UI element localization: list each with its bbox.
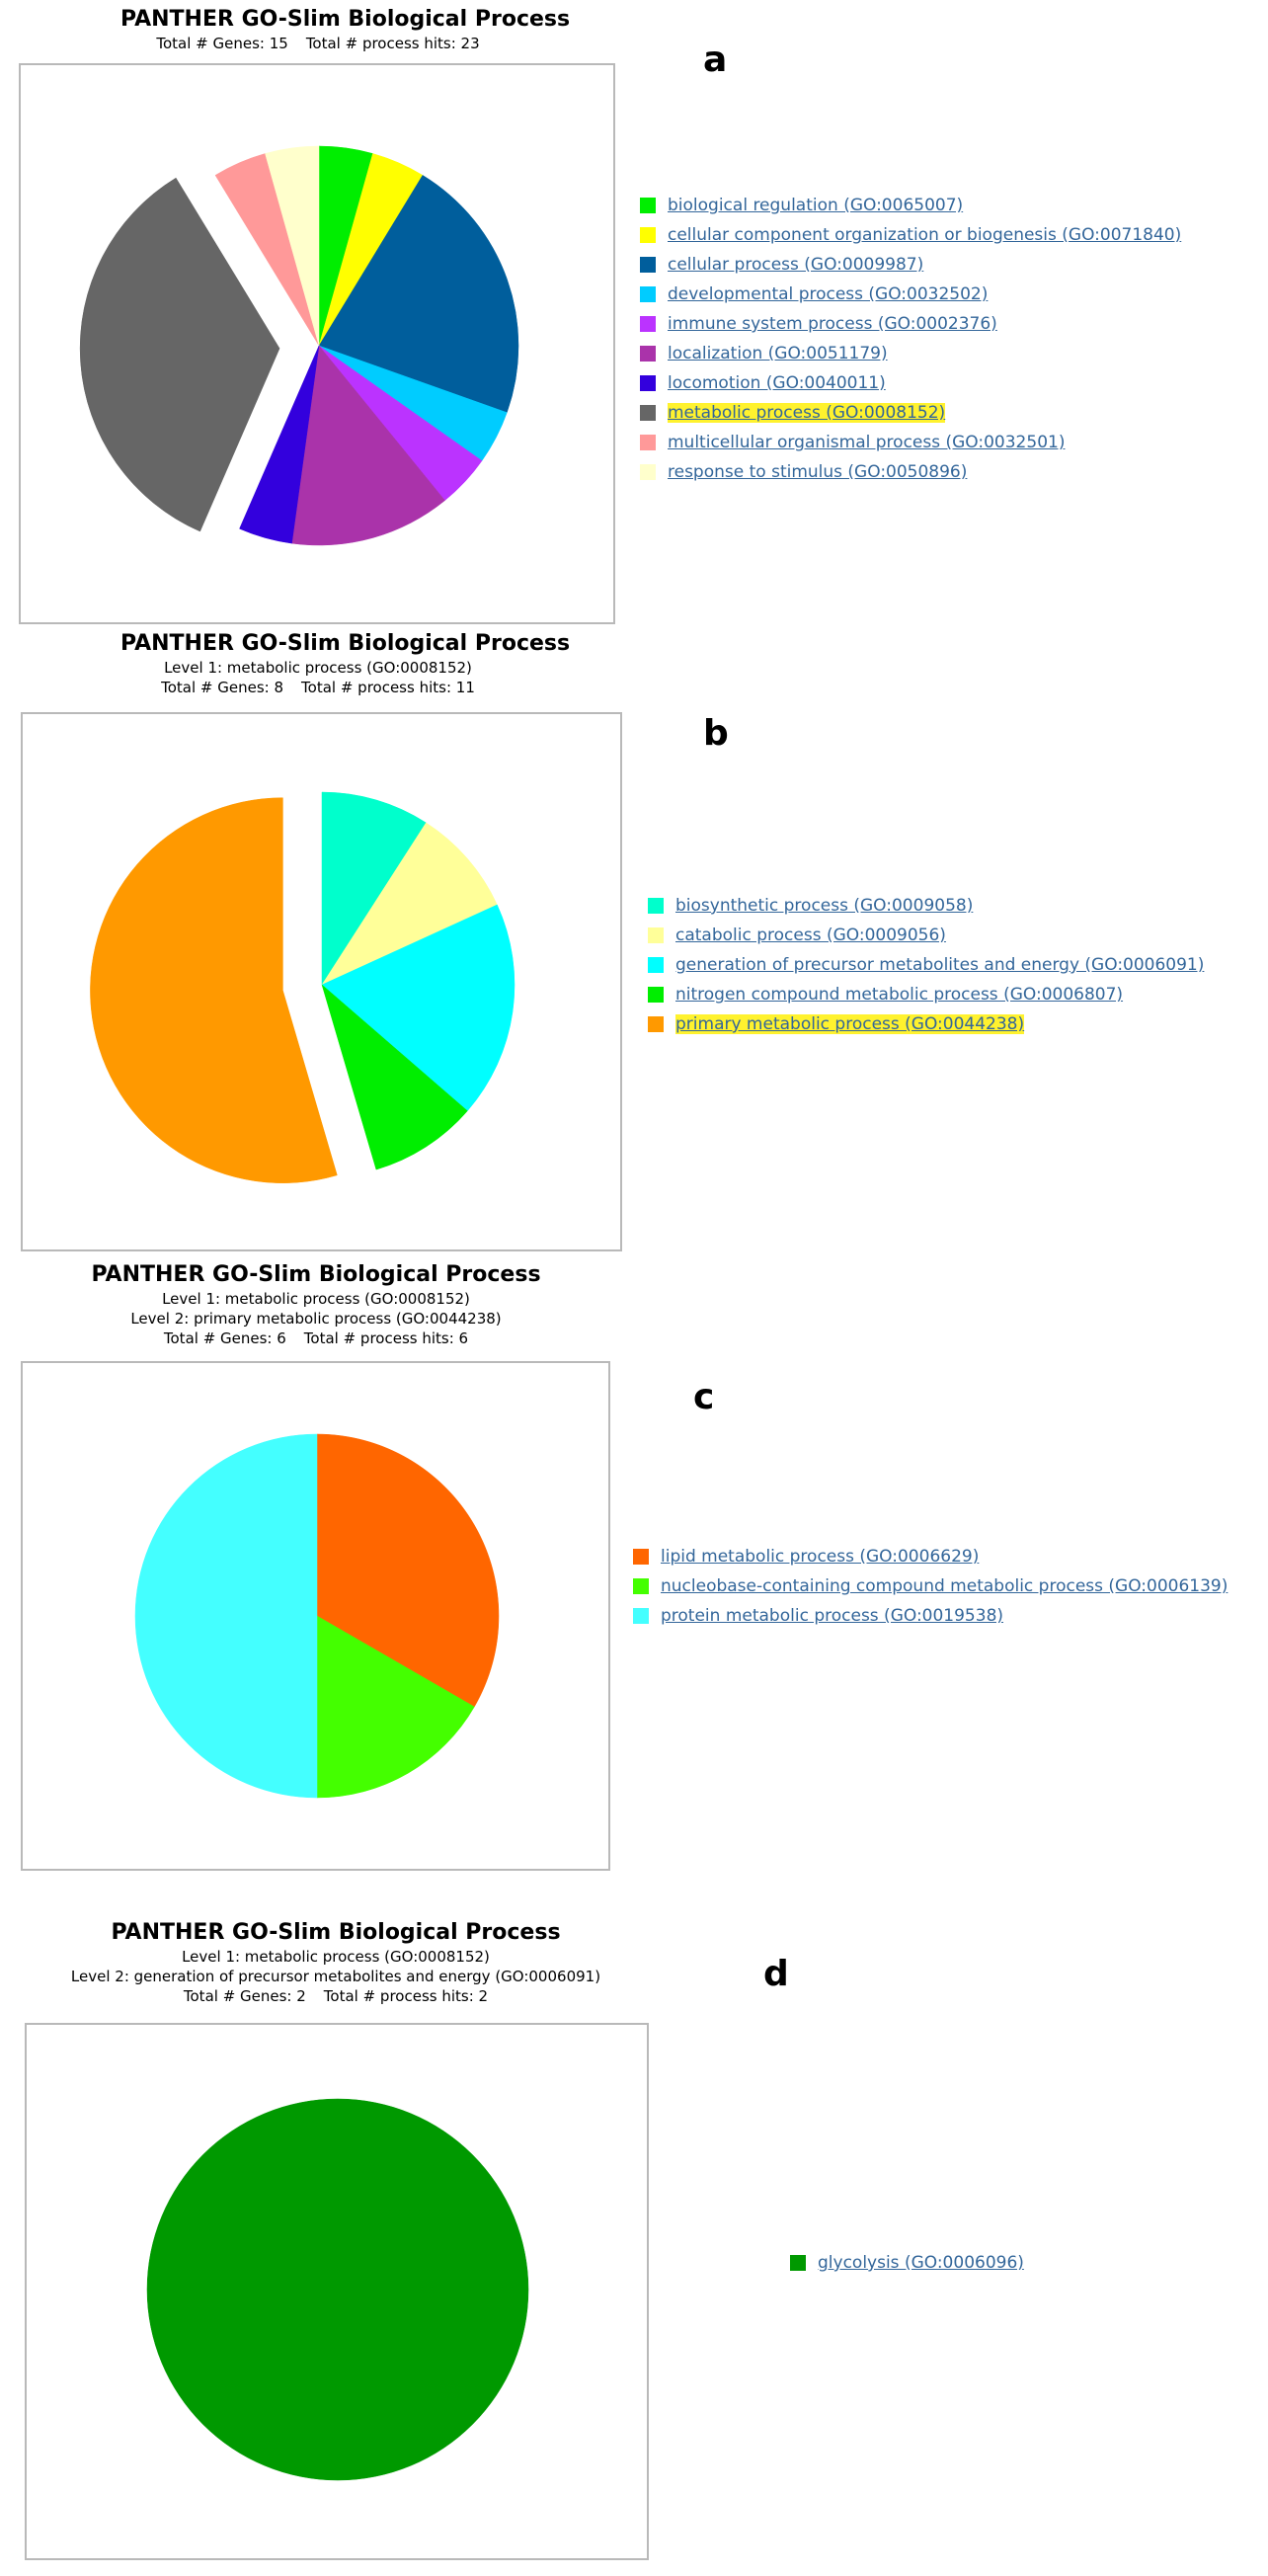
legend-item-glycolysis — [790, 2248, 1024, 2278]
legend-swatch — [633, 1578, 649, 1594]
total-hits: Total # process hits: 23 — [305, 35, 480, 52]
legend-link[interactable]: protein metabolic process (GO:0019538) — [661, 1606, 1004, 1626]
chart-header — [69, 1261, 563, 1348]
level-2-line: Level 2: primary metabolic process (GO:0044238) — [130, 1310, 502, 1328]
pie-slice-protein-metabolic-process[interactable] — [135, 1434, 317, 1798]
legend-link[interactable]: lipid metabolic process (GO:0006629) — [661, 1547, 980, 1567]
chart-legend — [790, 2248, 1024, 2278]
legend-item-localization — [640, 339, 1181, 368]
legend-swatch — [640, 227, 656, 243]
legend-link[interactable]: nucleobase-containing compound metabolic process (GO:0006139) — [661, 1576, 1228, 1596]
total-genes: Total # Genes: 6 — [163, 1329, 286, 1347]
level-1-line: Level 1: metabolic process (GO:0008152) — [182, 1948, 490, 1966]
panel-letter: c — [693, 1377, 715, 1417]
legend-item-response-to-stimulus — [640, 457, 1181, 487]
pie-chart — [27, 2025, 647, 2558]
legend-item-immune-system-process — [640, 309, 1181, 339]
legend-link[interactable]: nitrogen compound metabolic process (GO:0006807) — [675, 985, 1124, 1005]
level-2-line: Level 2: generation of precursor metabolites and energy (GO:0006091) — [70, 1968, 601, 1985]
legend-link[interactable]: multicellular organismal process (GO:0032501) — [668, 433, 1066, 452]
pie-chart — [21, 65, 613, 622]
legend-item-cellular-component-organization-or-biogenesis — [640, 220, 1181, 250]
panel-letter: d — [763, 1954, 789, 1994]
legend-item-locomotion — [640, 368, 1181, 398]
legend-swatch — [633, 1608, 649, 1624]
chart-legend — [633, 1542, 1228, 1631]
totals-line — [120, 34, 515, 53]
legend-link[interactable]: catabolic process (GO:0009056) — [675, 926, 946, 945]
total-genes: Total # Genes: 15 — [156, 35, 288, 52]
pie-chart-frame — [21, 712, 622, 1251]
legend-swatch — [648, 898, 664, 914]
legend-item-biological-regulation — [640, 191, 1181, 220]
totals-line — [10, 1986, 662, 2006]
legend-link[interactable]: generation of precursor metabolites and energy (GO:0006091) — [675, 955, 1205, 975]
totals-line — [120, 678, 515, 697]
legend-link[interactable]: primary metabolic process (GO:0044238) — [675, 1014, 1025, 1034]
legend-swatch — [640, 286, 656, 302]
legend-item-developmental-process — [640, 280, 1181, 309]
legend-item-metabolic-process — [640, 398, 1181, 428]
legend-swatch — [633, 1549, 649, 1565]
legend-item-multicellular-organismal-process — [640, 428, 1181, 457]
legend-swatch — [640, 375, 656, 391]
total-hits: Total # process hits: 2 — [323, 1987, 489, 2005]
pie-chart — [23, 714, 620, 1249]
legend-link[interactable]: developmental process (GO:0032502) — [668, 284, 989, 304]
panel-letter: a — [703, 40, 728, 80]
chart-title: PANTHER GO-Slim Biological Process — [111, 1920, 561, 1945]
legend-swatch — [640, 346, 656, 362]
chart-title: PANTHER GO-Slim Biological Process — [120, 7, 571, 32]
pie-chart-frame — [25, 2023, 649, 2560]
legend-link[interactable]: glycolysis (GO:0006096) — [818, 2253, 1024, 2273]
legend-item-protein-metabolic-process — [633, 1601, 1228, 1631]
legend-item-lipid-metabolic-process — [633, 1542, 1228, 1571]
chart-legend — [640, 191, 1181, 487]
legend-swatch — [648, 957, 664, 973]
legend-link[interactable]: metabolic process (GO:0008152) — [668, 403, 946, 423]
legend-swatch — [640, 464, 656, 480]
legend-swatch — [640, 405, 656, 421]
legend-swatch — [640, 316, 656, 332]
legend-link[interactable]: biosynthetic process (GO:0009058) — [675, 896, 974, 916]
level-1-line: Level 1: metabolic process (GO:0008152) — [164, 659, 472, 677]
legend-swatch — [640, 435, 656, 450]
legend-link[interactable]: locomotion (GO:0040011) — [668, 373, 886, 393]
legend-link[interactable]: immune system process (GO:0002376) — [668, 314, 997, 334]
legend-item-nitrogen-compound-metabolic-process — [648, 980, 1204, 1009]
totals-line — [69, 1328, 563, 1348]
pie-chart-frame — [21, 1361, 610, 1871]
pie-chart — [23, 1363, 608, 1869]
chart-header — [10, 1919, 662, 2006]
total-hits: Total # process hits: 11 — [301, 679, 475, 696]
level-1-line: Level 1: metabolic process (GO:0008152) — [162, 1290, 470, 1308]
legend-item-catabolic-process — [648, 921, 1204, 950]
legend-link[interactable]: cellular component organization or biogenesis (GO:0071840) — [668, 225, 1182, 245]
pie-slice-primary-metabolic-process[interactable] — [90, 798, 337, 1183]
legend-swatch — [640, 198, 656, 213]
legend-swatch — [640, 257, 656, 273]
total-genes: Total # Genes: 8 — [161, 679, 284, 696]
total-genes: Total # Genes: 2 — [183, 1987, 306, 2005]
chart-title: PANTHER GO-Slim Biological Process — [91, 1262, 541, 1287]
legend-item-biosynthetic-process — [648, 891, 1204, 921]
chart-header — [120, 630, 571, 697]
chart-legend — [648, 891, 1204, 1039]
chart-header — [120, 6, 571, 53]
total-hits: Total # process hits: 6 — [303, 1329, 469, 1347]
legend-link[interactable]: localization (GO:0051179) — [668, 344, 888, 363]
panel-letter: b — [703, 713, 729, 754]
legend-item-cellular-process — [640, 250, 1181, 280]
legend-link[interactable]: cellular process (GO:0009987) — [668, 255, 924, 275]
legend-link[interactable]: response to stimulus (GO:0050896) — [668, 462, 968, 482]
pie-chart-frame — [19, 63, 615, 624]
legend-item-primary-metabolic-process — [648, 1009, 1204, 1039]
legend-link[interactable]: biological regulation (GO:0065007) — [668, 196, 964, 215]
legend-swatch — [648, 987, 664, 1003]
chart-title: PANTHER GO-Slim Biological Process — [120, 631, 571, 656]
legend-swatch — [648, 927, 664, 943]
legend-swatch — [648, 1016, 664, 1032]
legend-item-generation-of-precursor-metabolites-and-energy — [648, 950, 1204, 980]
pie-slice-glycolysis[interactable] — [147, 2099, 528, 2480]
legend-swatch — [790, 2255, 806, 2271]
legend-item-nucleobase-containing-compound-metabolic-process — [633, 1571, 1228, 1601]
